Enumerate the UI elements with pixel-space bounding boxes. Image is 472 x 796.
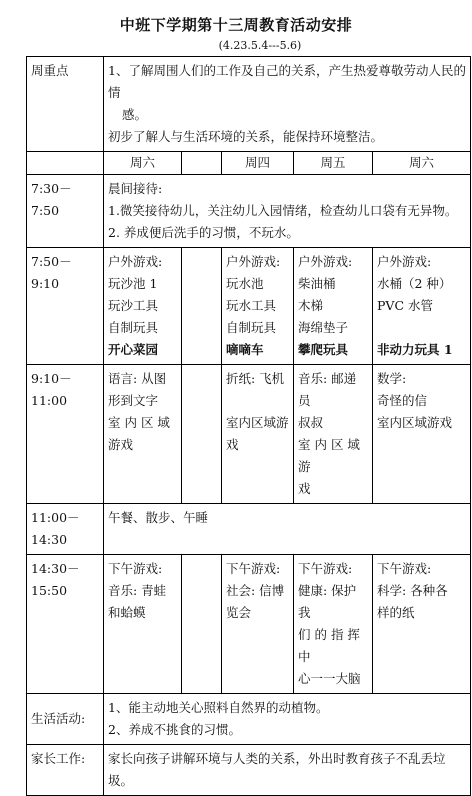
focus-label: 周重点 [27,57,104,152]
table-row-parents [27,745,471,796]
table-row-lessons [27,365,471,504]
focus-content: 1、了解周围人们的工作及自己的关系，产生热爱尊敬劳动人民的情 感。 初步了解人与生活环境的关系，能保持环境整洁。 [104,57,471,152]
parents-content: 家长向孩子讲解环境与人类的关系，外出时教育孩子不乱丢垃圾。 [104,745,471,796]
outdoor-cell-4: 户外游戏: 水桶（2 种） PVC 水管 非动力玩具 1 [373,248,471,365]
time-cell: 14:30－15:50 [27,555,104,694]
table-row-outdoor [27,248,471,365]
outdoor-cell-1: 户外游戏: 玩沙池 1 玩沙工具 自制玩具 开心菜园 [104,248,182,365]
time-cell: 7:50－9:10 [27,248,104,365]
table-row-morning [27,175,471,248]
table-row-focus [27,57,471,152]
time-cell: 7:30－7:50 [27,175,104,248]
lesson-cell-1: 语言: 从图 形到文字 室 内 区 域 游戏 [104,365,182,504]
life-label: 生活活动: [27,694,104,745]
morning-content: 晨间接待: 1.微笑接待幼儿，关注幼儿入园情绪，检查幼儿口袋有无异物。 2. 养成便后洗手的习惯，不玩水。 [104,175,471,248]
outdoor-cell-3: 户外游戏: 柴油桶 木梯 海绵垫子 攀爬玩具 [294,248,373,365]
lesson-cell-2: 折纸: 飞机 室内区域游 戏 [222,365,294,504]
day-header-3: 周五 [294,152,373,175]
day-header-2: 周四 [222,152,294,175]
life-content: 1、能主动地关心照料自然界的动植物。 2、养成不挑食的习惯。 [104,694,471,745]
afternoon-cell-2: 下午游戏: 社会: 信博 览会 [222,555,294,694]
page-title: 中班下学期第十三周教育活动安排 [119,16,353,34]
outdoor-cell-2: 户外游戏: 玩水池 玩水工具 自制玩具 嘀嘀车 [222,248,294,365]
table-row-afternoon [27,555,471,694]
noon-content: 午餐、散步、午睡 [104,504,471,555]
table-row-days [27,152,471,175]
table-row-life [27,694,471,745]
parents-label: 家长工作: [27,745,104,796]
table-row-noon [27,504,471,555]
schedule-table [26,56,471,796]
time-cell: 9:10－11:00 [27,365,104,504]
afternoon-cell-3: 下午游戏: 健康: 保护我 们 的 指 挥 中 心一一大脑 [294,555,373,694]
date-range: (4.23.5.4---5.6) [218,39,302,52]
lesson-cell-3: 音乐: 邮递员 叔叔 室 内 区 域 游 戏 [294,365,373,504]
lesson-cell-4: 数学: 奇怪的信 室内区域游戏 [373,365,471,504]
afternoon-cell-4: 下午游戏: 科学: 各种各 样的纸 [373,555,471,694]
day-header-1: 周六 [104,152,182,175]
afternoon-cell-1: 下午游戏: 音乐: 青蛙 和蛤蟆 [104,555,182,694]
time-cell: 11:00－14:30 [27,504,104,555]
day-header-4: 周六 [373,152,471,175]
